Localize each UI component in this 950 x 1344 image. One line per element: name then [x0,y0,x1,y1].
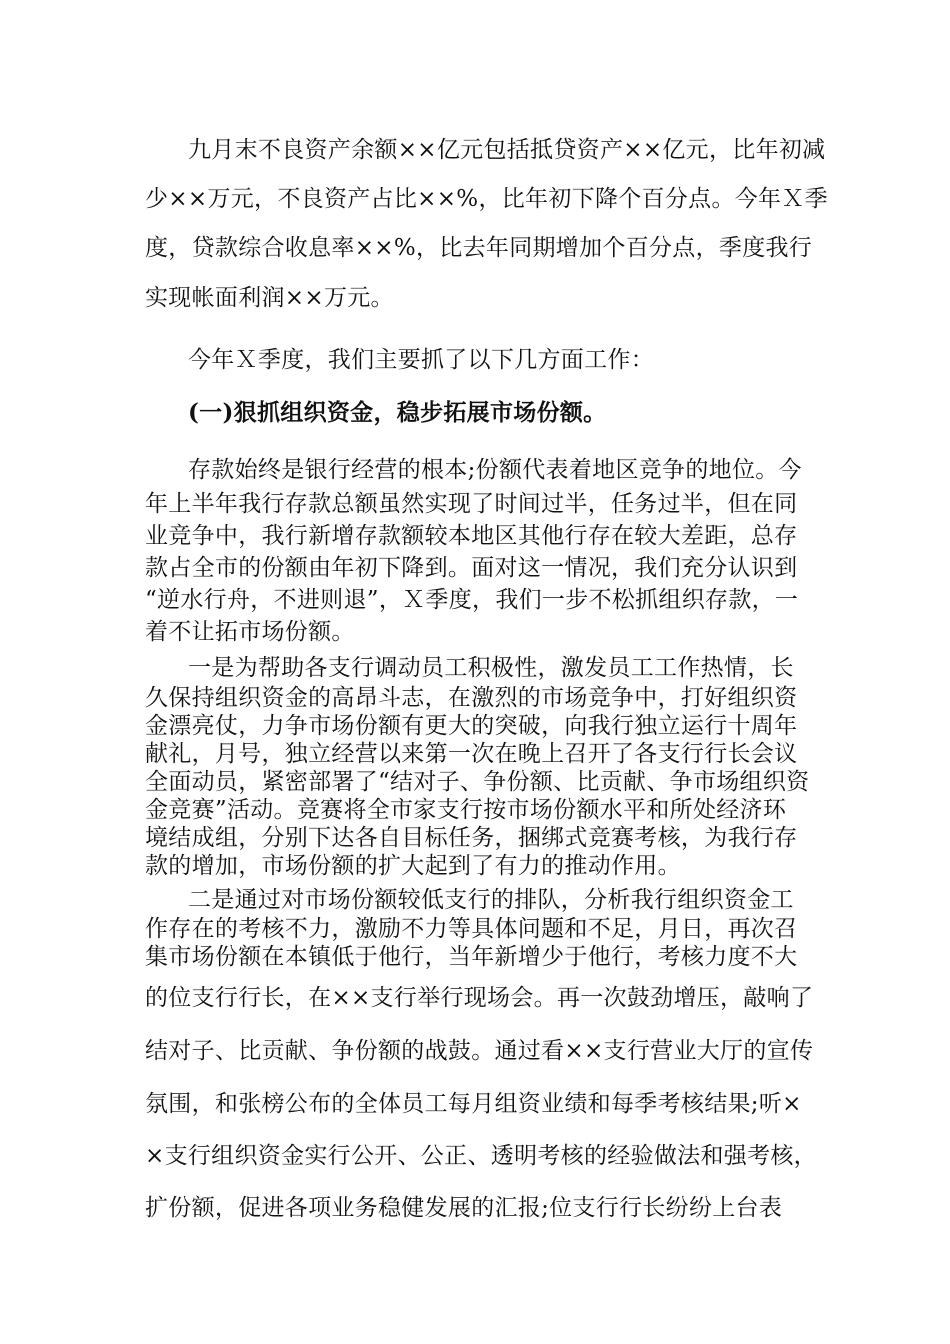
paragraph-line: 久保持组织资金的高昂斗志，在激烈的市场竞争中，打好组织资 [145,685,798,711]
paragraph-line: 金竞赛”活动。竞赛将全市家支行按市场份额水平和所处经济环 [145,797,787,823]
paragraph-line: 作存在的考核不力，激励不力等具体问题和不足，月日，再次召 [145,916,798,942]
paragraph-line: 金漂亮仗，力争市场份额有更大的突破，向我行独立运行十周年 [145,713,798,739]
paragraph-line: 献礼，月号，独立经营以来第一次在晚上召开了各支行行长会议 [145,741,798,767]
paragraph-line: 境结成组，分别下达各自目标任务，捆绑式竞赛考核，为我行存 [145,825,798,851]
paragraph-line: 年上半年我行存款总额虽然实现了时间过半，任务过半，但在同 [145,491,798,517]
paragraph-line: 存款始终是银行经营的根本;份额代表着地区竞争的地位。今 [188,457,802,483]
paragraph-line: 二是通过对市场份额较低支行的排队，分析我行组织资金工 [188,887,794,913]
paragraph-line: 今年Ｘ季度，我们主要抓了以下几方面工作： [188,347,654,373]
paragraph-line: 着不让拓市场份额。 [145,619,355,645]
paragraph-line: 扩份额，促进各项业务稳健发展的汇报;位支行行长纷纷上台表 [145,1195,783,1221]
paragraph-line: 集市场份额在本镇低于他行，当年新增少于他行，考核力度不大 [145,944,798,970]
paragraph-line: 度，贷款综合收息率××%，比去年同期增加个百分点，季度我行 [145,235,813,261]
paragraph-line: 少××万元，不良资产占比××%，比年初下降个百分点。今年Ｘ季 [145,186,828,212]
paragraph-line: 全面动员，紧密部署了“结对子、争份额、比贡献、争市场组织资 [145,769,810,795]
paragraph-line: 九月末不良资产余额××亿元包括抵贷资产××亿元，比年初减 [188,137,826,163]
paragraph-line: 一是为帮助各支行调动员工积极性，激发员工工作热情，长 [188,655,794,681]
paragraph-line: ×支行组织资金实行公开、公正、透明考核的经验做法和强考核， [145,1143,817,1169]
paragraph-line: 的位支行行长，在××支行举行现场会。再一次鼓劲增压，敲响了 [145,985,814,1011]
paragraph-line: 实现帐面利润××万元。 [145,285,394,311]
paragraph-line: 款的增加，市场份额的扩大起到了有力的推动作用。 [145,853,681,879]
paragraph-line: 款占全市的份额由年初下降到。面对这一情况，我们充分认识到 [145,555,798,581]
paragraph-line: 结对子、比贡献、争份额的战鼓。通过看××支行营业大厅的宣传 [145,1038,814,1064]
section-heading: (一)狠抓组织资金，稳步拓展市场份额。 [188,399,607,426]
paragraph-line: 业竞争中，我行新增存款额较本地区其他行存在较大差距，总存 [145,523,798,549]
paragraph-line: 氛围，和张榜公布的全体员工每月组资业绩和每季考核结果;听× [145,1091,802,1117]
paragraph-line: “逆水行舟，不进则退”，Ｘ季度，我们一步不松抓组织存款，一 [145,587,799,613]
